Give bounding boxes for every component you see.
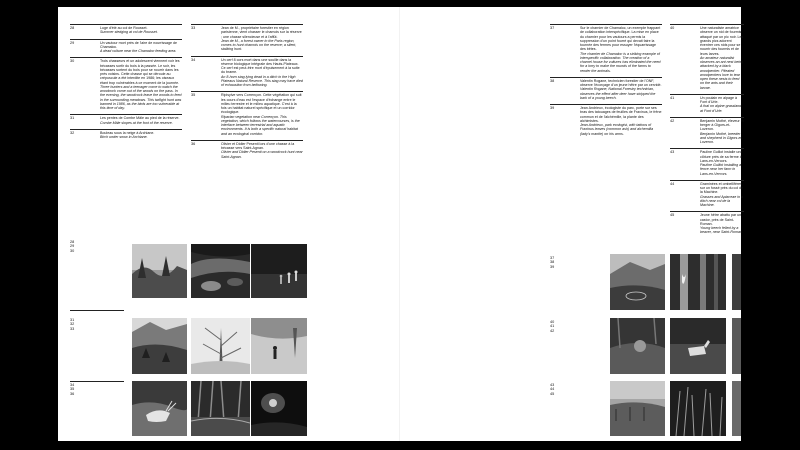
caption-english: Jean de M., a forest owner in the Paris region, comes to hunt chamois on the reserve; a silent, stalking hunt. (221, 38, 297, 52)
photo-strip (400, 381, 741, 436)
caption-english: Three hunters and a teenager come to watch the woodcock come out of the woods on the pass. In the evening, the woodcock leave the woods to feed in the surrounding meadows. This twilight hunt was banned in 1986, as the birds are too vulnerable at this time of day. (100, 84, 182, 110)
strip-number: 30 (70, 248, 75, 253)
caption-column-4 (670, 24, 744, 239)
strip-numbers (550, 383, 554, 396)
caption-entry (70, 57, 182, 114)
caption-english: Olivier and Didier Pesenti on a woodcock hunt near Saint-Agnan. (221, 150, 303, 159)
caption-number: 42 (670, 118, 675, 123)
caption-number: 36 (191, 141, 196, 146)
photo-snow-birch (191, 318, 250, 374)
caption-number: 35 (191, 93, 196, 98)
photo-strip (58, 318, 399, 374)
strip-numbers (70, 240, 74, 253)
strip-number: 28 (70, 240, 75, 244)
caption-english: Young beech felled by a beaver, near Saint-Roman. (700, 226, 743, 235)
caption-entry (670, 148, 744, 180)
caption-number: 31 (70, 116, 75, 121)
strip-number: 36 (70, 391, 75, 396)
caption-number: 29 (70, 40, 75, 45)
caption-english: A dead vulture near the Chamaloc feeding area. (100, 49, 177, 53)
caption-english: Summer sledging at col de Rousset. (100, 30, 158, 35)
strip-rule (70, 310, 124, 311)
strip-number: 45 (550, 391, 555, 396)
caption-french: Luge d'été au col de Rousset. (100, 26, 148, 30)
photo-hunters-at-dusk (251, 244, 307, 298)
strip-number: 34 (70, 383, 75, 387)
strip-number: 31 (70, 318, 75, 322)
caption-french: Graminées et ombellifères sur un fossé près du col de la Machine. (700, 181, 744, 195)
caption-french: Un cerf 8 cors mort dans une souille dans la réserve biologique intégrale des Hauts-Plateaux. Ce cerf est peut-être mort d'épuisement à la suite du brame. (221, 57, 300, 75)
caption-entry (670, 94, 744, 117)
caption-entry (550, 104, 662, 140)
caption-number: 30 (70, 59, 75, 64)
strip-numbers (550, 320, 554, 333)
caption-french: Olivier et Didier Pesenti lors d'une chasse à la bécasse vers Saint-Agnan. (221, 141, 295, 150)
caption-number: 43 (670, 150, 675, 155)
caption-english: An 8-horn stag lying dead in a ditch in the High Plateaus Natural Reserve. This stag may have died of exhaustion from bellowing. (221, 74, 303, 87)
photo-figure-in-snow (251, 318, 307, 374)
caption-entry (70, 114, 182, 129)
caption-french: Les pentes de Combe Mâle au pied de la réserve. (100, 116, 180, 121)
strip-number: 41 (550, 324, 555, 329)
caption-french: Un vautour mort près de l'aire de nourrissage de Chamaloc. (100, 40, 177, 49)
caption-entry (191, 140, 303, 163)
photo-strip (400, 318, 741, 374)
caption-french: Pauline Guillot installe une clôture près de sa ferme à Lans-en-Vercors. (700, 150, 743, 163)
left-page (58, 7, 399, 441)
caption-number: 33 (191, 26, 196, 30)
caption-english: Benjamin Mothé, breeder and shepherd in Gigors-et-Lozeron. (700, 131, 743, 144)
caption-french: Trois chasseurs et un adolescent viennent voir les bécasses sortir du bois à la passée. Le soir, les bécasses sortent du bois pour se nourrir dans les près voisins. Cette chasse qui se déroule au crépuscule a été interdite en 1986; les oiseaux étant trop vulnérables à ce moment de la journée. (100, 59, 180, 85)
caption-english: A foal on alpine grassland at Font d'Urle. (700, 104, 742, 113)
photo-shepherd-barn (732, 318, 741, 374)
caption-column-2 (191, 24, 303, 163)
caption-french: Jean de M., propriétaire forestier en région parisienne, vient chasser le chamois sur la réserve ; une chasse silencieuse et à l'affût. (221, 26, 302, 39)
strip-numbers (70, 318, 74, 331)
photo-stripped-beech (670, 254, 726, 310)
caption-entry (70, 129, 182, 144)
caption-number: 41 (670, 95, 675, 100)
caption-french: Valentin Rogane, technicien forestier de l'ONF, observe l'écorçage d'un jeune hêtre par un cervidé. (580, 78, 662, 87)
strip-numbers (70, 383, 74, 396)
photo-riparian-vegetation (191, 381, 250, 436)
photo-dead-stag-in-water (132, 381, 187, 436)
caption-french: Bouleau sous la neige à Archiane. (100, 130, 155, 135)
caption-french: Jeune hêtre abattu par un castor, près de Saint-Roman. (700, 213, 742, 226)
photo-charnel-mountain (610, 254, 665, 310)
photo-strip (58, 381, 399, 436)
photo-snowy-mountain-slope (132, 318, 187, 374)
strip-numbers (550, 256, 554, 269)
caption-english: An amateur naturalist observes an ant nest being attacked by a black woodpecker. Pileated woodpeckers love to tear open these nests to feed on the ants and their larvae. (700, 55, 744, 90)
strip-number: 44 (550, 387, 555, 392)
caption-french: Jean Andrieux, écologiste du parc, porte sur ses bras des tatouages de feuilles de Fraxinus, le frêne commun et de l'alchémille, la plante des alchimistes. (580, 106, 662, 123)
caption-english: Riparian vegetation near Corrençon. This vegetation, which follows the watercourses, is the interface between terrestrial and aquatic environments. It is both a specific natural habitat and an ecological corridor. (221, 114, 300, 136)
caption-entry (550, 24, 662, 77)
photo-fence-field (610, 381, 665, 436)
caption-entry (670, 211, 744, 238)
caption-number: 39 (550, 106, 555, 110)
caption-entry (191, 91, 303, 140)
caption-french: Un poulain en alpage à Font d'Urle. (700, 95, 737, 104)
strip-number: 29 (70, 244, 75, 249)
caption-english: The charnier de Chamaloc is a striking example of interspecific collaboration. The creation of a charnel house for vultures has eliminated the need for a lorry to make the rounds of the farms to render the animals. (580, 51, 661, 73)
caption-english: Combe Mâle slopes at the foot of the reserve. (100, 120, 173, 125)
caption-english: Birch under snow in Archiane. (100, 135, 148, 139)
strip-number: 38 (550, 260, 555, 265)
strip-number: 32 (70, 322, 75, 327)
strip-number: 35 (70, 387, 75, 392)
caption-number: 28 (70, 26, 75, 30)
caption-number: 44 (670, 181, 675, 186)
caption-number: 37 (550, 26, 555, 30)
caption-number: 45 (670, 213, 675, 218)
caption-french: Ripisylve vers Corrençon. Cette végétation qui suit les cours d'eau est l'espace d'échange entre le milieu terrestre et le milieu aquatique. C'est à la fois un habitat naturel spécifique et un corridor écologique. (221, 93, 302, 115)
photo-river-rocks (191, 244, 250, 298)
caption-entry (191, 24, 303, 56)
photo-foal-in-meadow (670, 318, 726, 374)
caption-column-3 (550, 24, 662, 140)
caption-english: Grasses and Apiaceae in a ditch near col de la Machine. (700, 194, 744, 207)
caption-french: Une naturaliste amatrice observe un nid de fourmis attaqué par un pic noir. Les grands pics adorent éventrer ces nids pour se nourrir des fourmis et de leurs larves. (700, 26, 744, 56)
caption-french: Benjamin Mothé, éleveur et berger à Gigors-et-Lozeron. (700, 118, 744, 132)
right-page (400, 7, 744, 441)
caption-entry (670, 117, 744, 149)
caption-entry (670, 24, 744, 94)
photo-strip (58, 240, 399, 298)
caption-number: 32 (70, 130, 75, 135)
strip-number: 37 (550, 256, 555, 260)
photo-ant-nest (610, 318, 665, 374)
caption-entry (550, 77, 662, 104)
caption-entry (670, 180, 744, 212)
caption-number: 38 (550, 78, 555, 83)
photo-tattooed-arms (732, 254, 741, 310)
caption-entry (70, 24, 182, 39)
photo-misty-forest (132, 244, 187, 298)
strip-number: 42 (550, 328, 555, 333)
caption-column-1 (70, 24, 182, 143)
strip-number: 43 (550, 383, 555, 387)
caption-english: Valentin Rogane, National Forestry technician, observes the effect after deer have stripped the bark of a young beech. (580, 87, 656, 100)
caption-english: Pauline Guillot installing a fence near her farm in Lans-en-Vercors. (700, 163, 742, 176)
strip-number: 40 (550, 320, 555, 324)
photo-felled-beech (732, 381, 741, 436)
caption-entry (191, 56, 303, 92)
photo-grasses-ditch (670, 381, 726, 436)
photo-night-hunt (251, 381, 307, 436)
book-spread (58, 7, 744, 441)
caption-english: Jean Andrieux, park ecologist, with tattoos of Fraxinus leaves (common ash) and alchemilla (lady's mantle) on his arms. (580, 123, 654, 136)
caption-number: 40 (670, 26, 675, 30)
caption-number: 34 (191, 57, 196, 62)
caption-french: Sur le charnier de Chamaloc, un exemple frappant de collaboration interspécifique. La mise en place du charnier pour les vautours a permis la suppression d'un point fourré qui devait faire la tournée des fermes pour essuyer l'équarrissage des bêtes. (580, 26, 661, 52)
strip-number: 39 (550, 264, 555, 269)
strip-number: 33 (70, 326, 75, 331)
photo-strip (400, 254, 741, 310)
caption-entry (70, 39, 182, 58)
